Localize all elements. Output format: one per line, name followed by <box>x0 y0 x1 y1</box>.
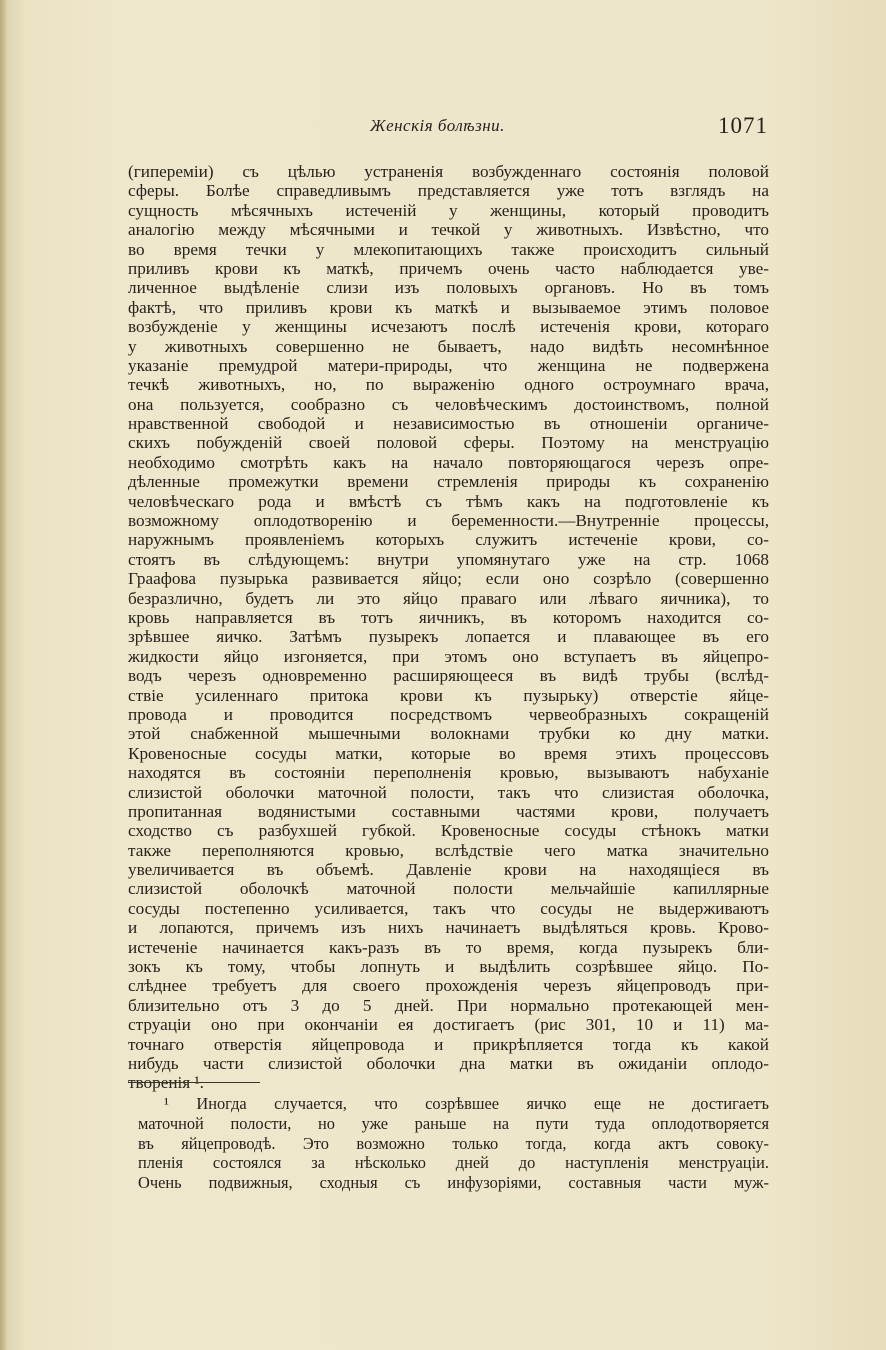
footnote-line: маточной полости, но уже раньше на пути туда оплодотворяется <box>138 1113 769 1133</box>
body-line: у животныхъ совершенно не бываетъ, надо видѣть несомнѣнное <box>128 336 769 356</box>
body-line: струаціи оно при окончаніи ея достигаетъ (рис 301, 10 и 11) ма- <box>128 1015 769 1035</box>
body-line: нибудь части слизистой оболочки дна матки въ ожиданіи оплодо- <box>128 1053 769 1073</box>
body-line: личенное выдѣленіе слизи изъ половыхъ органовъ. Но въ томъ <box>128 278 769 298</box>
body-line: также переполняются кровью, вслѣдствіе чего матка значительно <box>128 840 769 860</box>
body-line: зрѣвшее яичко. Затѣмъ пузырекъ лопается и плавающее въ его <box>128 627 769 647</box>
footnote-line: въ яйцепроводѣ. Это возможно только тогда, когда актъ совоку- <box>138 1133 769 1153</box>
footnote <box>128 1094 769 1193</box>
body-line: находятся въ состояніи переполненія кровью, вызываютъ набуханіе <box>128 763 769 783</box>
body-line: водъ черезъ одновременно расширяющееся въ видѣ трубы (вслѣд- <box>128 666 769 686</box>
body-line: Кровеносные сосуды матки, которые во время этихъ процессовъ <box>128 743 769 763</box>
body-line: возможному оплодотворенію и беременности.—Внутренніе процессы, <box>128 511 769 531</box>
body-line: этой снабженной мышечными волокнами трубки ко дну матки. <box>128 724 769 744</box>
body-line: приливъ крови къ маткѣ, причемъ очень часто наблюдается уве- <box>128 258 769 278</box>
body-line: жидкости яйцо изгоняется, при этомъ оно вступаетъ въ яйцепро- <box>128 646 769 666</box>
body-line: дѣленные промежутки времени стремленія природы къ сохраненію <box>128 472 769 492</box>
body-line: творенія ¹. <box>128 1073 204 1093</box>
body-line: возбужденіе у женщины исчезаютъ послѣ истеченія крови, котораго <box>128 317 769 337</box>
footnote-line: ¹ Иногда случается, что созрѣвшее яичко еще не достигаетъ <box>164 1094 769 1113</box>
body-line: во время течки у млекопитающихъ также происходитъ сильный <box>128 239 769 259</box>
body-line: она пользуется, сообразно съ человѣческимъ достоинствомъ, полной <box>128 394 769 414</box>
body-line: кровь направляется въ тотъ яичникъ, въ которомъ находится со- <box>128 607 769 627</box>
body-line: слизистой оболочки маточной полости, такъ что слизистая оболочка, <box>128 782 769 802</box>
body-line: истеченіе начинается какъ-разъ въ то время, когда пузырекъ бли- <box>128 937 769 957</box>
page-number: 1071 <box>718 113 768 138</box>
body-line: провода и проводится посредствомъ червеобразныхъ сокращеній <box>128 704 769 724</box>
body-line: нравственной свободой и независимостью въ отношеніи органиче- <box>128 414 769 434</box>
body-line: безразлично, будетъ ли это яйцо праваго или лѣваго яичника), то <box>128 588 769 608</box>
body-line: скихъ побужденій своей половой сферы. Поэтому на менструацію <box>128 433 769 453</box>
body-line: сущность мѣсячныхъ истеченій у женщины, который проводитъ <box>128 200 769 220</box>
body-line: наружнымъ проявленіемъ которыхъ служитъ истеченіе крови, со- <box>128 530 769 550</box>
body-line: зокъ къ тому, чтобы лопнуть и выдѣлить созрѣвшее яйцо. По- <box>128 957 769 977</box>
body-line: фактѣ, что приливъ крови къ маткѣ и вызываемое этимъ половое <box>128 297 769 317</box>
footnote-line: пленія состоялся за нѣсколько дней до наступленія менструаціи. <box>138 1153 769 1173</box>
body-text <box>128 162 769 1093</box>
body-line: и лопаются, причемъ изъ нихъ начинаетъ выдѣляться кровь. Крово- <box>128 918 769 938</box>
body-line: сходство съ разбухшей губкой. Кровеносные сосуды стѣнокъ матки <box>128 821 769 841</box>
body-line: необходимо смотрѣть какъ на начало повторяющагося черезъ опре- <box>128 452 769 472</box>
body-line: (гипереміи) съ цѣлью устраненія возбужденнаго состоянія половой <box>128 162 769 181</box>
footnote-line: Очень подвижныя, сходныя съ инфузоріями, составныя части муж- <box>138 1173 769 1193</box>
body-line: сферы. Болѣе справедливымъ представляется уже тотъ взглядъ на <box>128 181 769 201</box>
body-line: указаніе премудрой матери-природы, что женщина не подвержена <box>128 355 769 375</box>
body-line: аналогію между мѣсячными и течкой у животныхъ. Извѣстно, что <box>128 220 769 240</box>
body-line: слизистой оболочкѣ маточной полости мельчайшіе капиллярные <box>128 879 769 899</box>
body-line: пропитанная водянистыми составными частями крови, получаетъ <box>128 801 769 821</box>
footnote-divider <box>128 1082 260 1083</box>
page-edge-shadow <box>0 0 7 1350</box>
body-line: стоятъ въ слѣдующемъ: внутри упомянутаго уже на стр. 1068 <box>128 549 769 569</box>
body-line: точнаго отверстія яйцепровода и прикрѣпляется тогда къ какой <box>128 1034 769 1054</box>
body-line: слѣднее требуетъ для своего прохожденія черезъ яйцепроводъ при- <box>128 976 769 996</box>
body-line: ствіе усиленнаго притока крови къ пузырьку) отверстіе яйце- <box>128 685 769 705</box>
body-line: человѣческаго рода и вмѣстѣ съ тѣмъ какъ на подготовленіе къ <box>128 491 769 511</box>
body-line: сосуды постепенно усиливается, такъ что сосуды не выдерживаютъ <box>128 898 769 918</box>
body-line: Граафова пузырька развивается яйцо; если оно созрѣло (совершенно <box>128 569 769 589</box>
body-line: близительно отъ 3 до 5 дней. При нормально протекающей мен- <box>128 995 769 1015</box>
body-line: увеличивается въ объемѣ. Давленіе крови на находящіеся въ <box>128 860 769 880</box>
running-title: Женскія болѣзни. <box>370 116 505 135</box>
body-line: течкѣ животныхъ, но, по выраженію одного остроумнаго врача, <box>128 375 769 395</box>
